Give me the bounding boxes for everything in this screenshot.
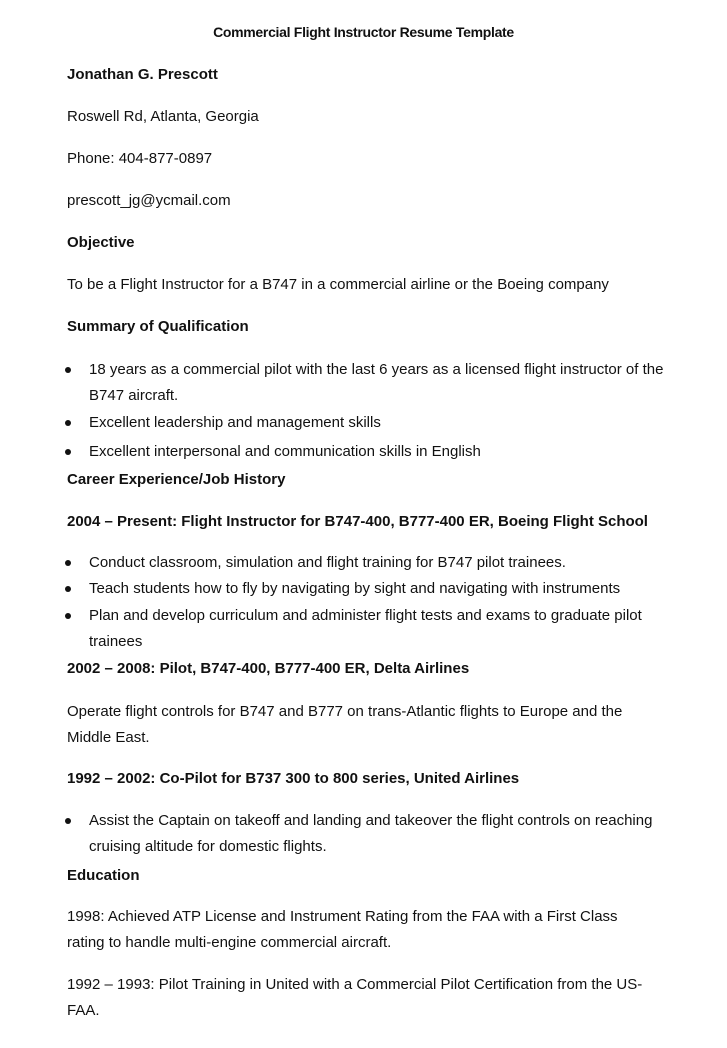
- bullet-icon: [65, 367, 71, 373]
- objective-heading: Objective: [67, 234, 135, 251]
- applicant-email: prescott_jg@ycmail.com: [67, 192, 231, 209]
- job-duty: Assist the Captain on takeoff and landing and takeover the flight controls on reaching cruising altitude for domestic flights.: [89, 812, 653, 855]
- objective-text: To be a Flight Instructor for a B747 in a commercial airline or the Boeing company: [67, 276, 609, 293]
- summary-item: Excellent interpersonal and communication skills in English: [89, 443, 481, 460]
- job-title: 1992 – 2002: Co-Pilot for B737 300 to 800 series, United Airlines: [67, 770, 520, 787]
- bullet-icon: [65, 449, 71, 455]
- bullet-icon: [65, 420, 71, 426]
- education-entry: 1992 – 1993: Pilot Training in United with a Commercial Pilot Certification from the US-FAA.: [67, 976, 643, 1019]
- bullet-icon: [65, 613, 71, 619]
- career-heading: Career Experience/Job History: [67, 471, 286, 488]
- job-title: 2004 – Present: Flight Instructor for B747-400, B777-400 ER, Boeing Flight School: [67, 513, 648, 530]
- bullet-icon: [65, 818, 71, 824]
- applicant-name: Jonathan G. Prescott: [67, 66, 218, 83]
- bullet-icon: [65, 560, 71, 566]
- applicant-address: Roswell Rd, Atlanta, Georgia: [67, 108, 259, 125]
- summary-item: Excellent leadership and management skills: [89, 414, 381, 431]
- job-duty: Teach students how to fly by navigating by sight and navigating with instruments: [89, 580, 621, 597]
- summary-heading: Summary of Qualification: [67, 318, 249, 335]
- summary-item: 18 years as a commercial pilot with the last 6 years as a licensed flight instructor of the B747 aircraft.: [89, 361, 664, 404]
- job-duty: Conduct classroom, simulation and flight training for B747 pilot trainees.: [89, 554, 566, 571]
- bullet-icon: [65, 586, 71, 592]
- education-entry: 1998: Achieved ATP License and Instrument Rating from the FAA with a First Class rating to handle multi-engine commercial aircraft.: [67, 908, 618, 951]
- job-duty: Plan and develop curriculum and administer flight tests and exams to graduate pilot trainees: [89, 607, 642, 650]
- education-heading: Education: [67, 867, 140, 884]
- document-title: Commercial Flight Instructor Resume Template: [213, 24, 514, 40]
- applicant-phone: Phone: 404-877-0897: [67, 150, 213, 167]
- job-title: 2002 – 2008: Pilot, B747-400, B777-400 ER, Delta Airlines: [67, 660, 470, 677]
- job-description: Operate flight controls for B747 and B777 on trans-Atlantic flights to Europe and the Middle East.: [67, 703, 623, 746]
